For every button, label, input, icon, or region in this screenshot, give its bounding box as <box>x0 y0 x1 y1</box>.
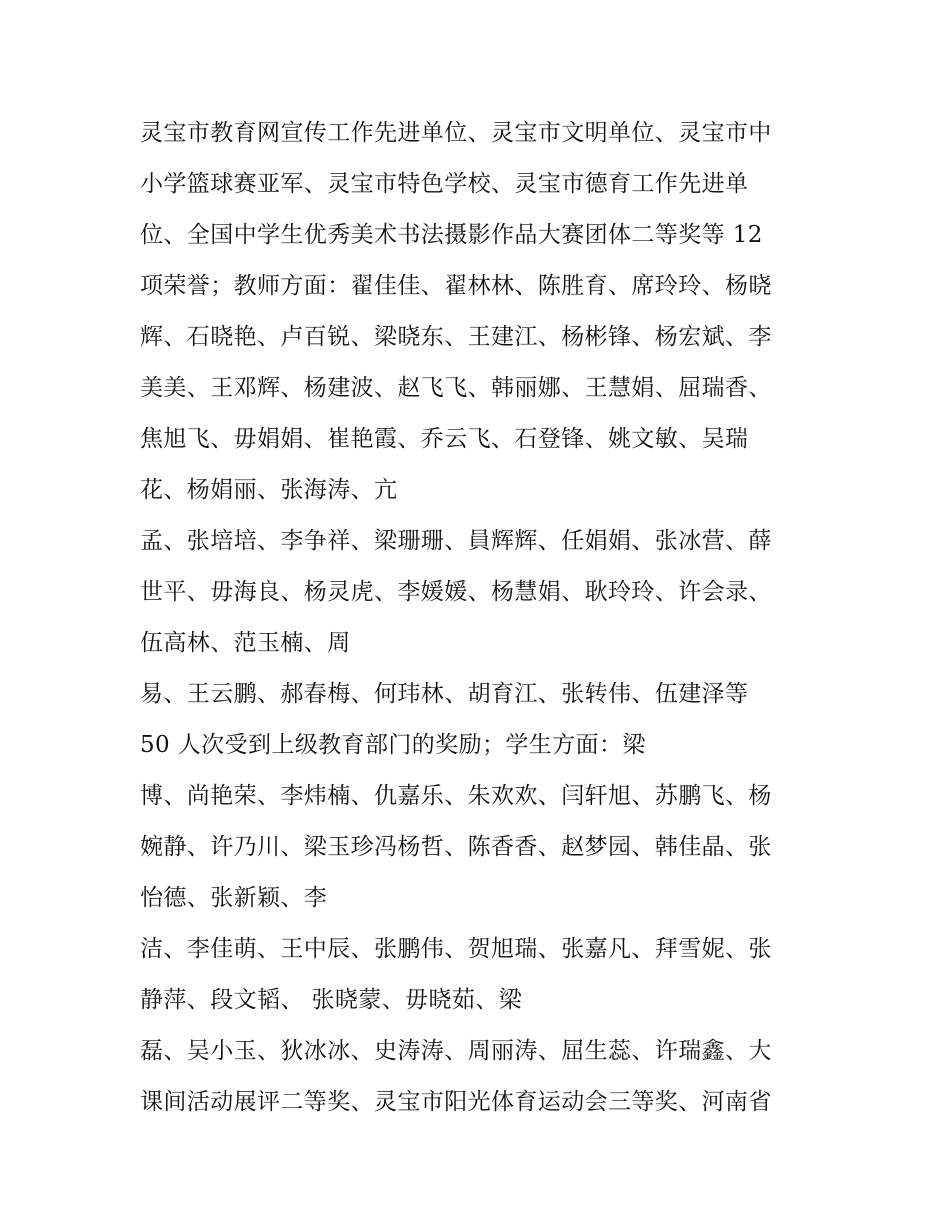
text-line: 婉静、许乃川、梁玉珍冯杨哲、陈香香、赵梦园、韩佳晶、张 <box>140 834 772 860</box>
text-line: 焦旭飞、毋娟娟、崔艳霞、乔云飞、石登锋、姚文敏、吴瑞 <box>140 426 749 452</box>
text-line: 50 人次受到上级教育部门的奖励；学生方面：梁 <box>140 732 646 758</box>
text-line: 项荣誉；教师方面：翟佳佳、翟林林、陈胜育、席玲玲、杨晓 <box>140 273 772 299</box>
text-line: 位、全国中学生优秀美术书法摄影作品大赛团体二等奖等 12 <box>140 222 763 248</box>
text-line: 怡德、张新颖、李 <box>140 885 328 911</box>
text-line: 灵宝市教育网宣传工作先进单位、灵宝市文明单位、灵宝市中 <box>140 120 772 146</box>
text-line: 课间活动展评二等奖、灵宝市阳光体育运动会三等奖、河南省 <box>140 1089 772 1115</box>
text-line: 易、王云鹏、郝春梅、何玮林、胡育江、张转伟、伍建泽等 <box>140 681 749 707</box>
text-line: 磊、吴小玉、狄冰冰、史涛涛、周丽涛、屈生蕊、许瑞鑫、大 <box>140 1038 772 1064</box>
text-line: 博、尚艳荣、李炜楠、仇嘉乐、朱欢欢、闫轩旭、苏鹏飞、杨 <box>140 783 772 809</box>
text-line: 伍高林、范玉楠、周 <box>140 630 351 656</box>
text-line: 孟、张培培、李争祥、梁珊珊、員辉辉、任娟娟、张冰营、薛 <box>140 528 772 554</box>
text-line: 洁、李佳萌、王中辰、张鹏伟、贺旭瑞、张嘉凡、拜雪妮、张 <box>140 936 772 962</box>
text-line: 辉、石晓艳、卢百锐、梁晓东、王建江、杨彬锋、杨宏斌、李 <box>140 324 772 350</box>
text-line: 世平、毋海良、杨灵虎、李媛媛、杨慧娟、耿玲玲、许会录、 <box>140 579 772 605</box>
text-line: 小学篮球赛亚军、灵宝市特色学校、灵宝市德育工作先进单 <box>140 171 749 197</box>
body-text <box>140 108 820 1128</box>
text-line: 花、杨娟丽、张海涛、亢 <box>140 477 398 503</box>
text-line: 美美、王邓辉、杨建波、赵飞飞、韩丽娜、王慧娟、屈瑞香、 <box>140 375 772 401</box>
text-line: 静萍、段文韬、 张晓蒙、毋晓茹、梁 <box>140 987 523 1013</box>
